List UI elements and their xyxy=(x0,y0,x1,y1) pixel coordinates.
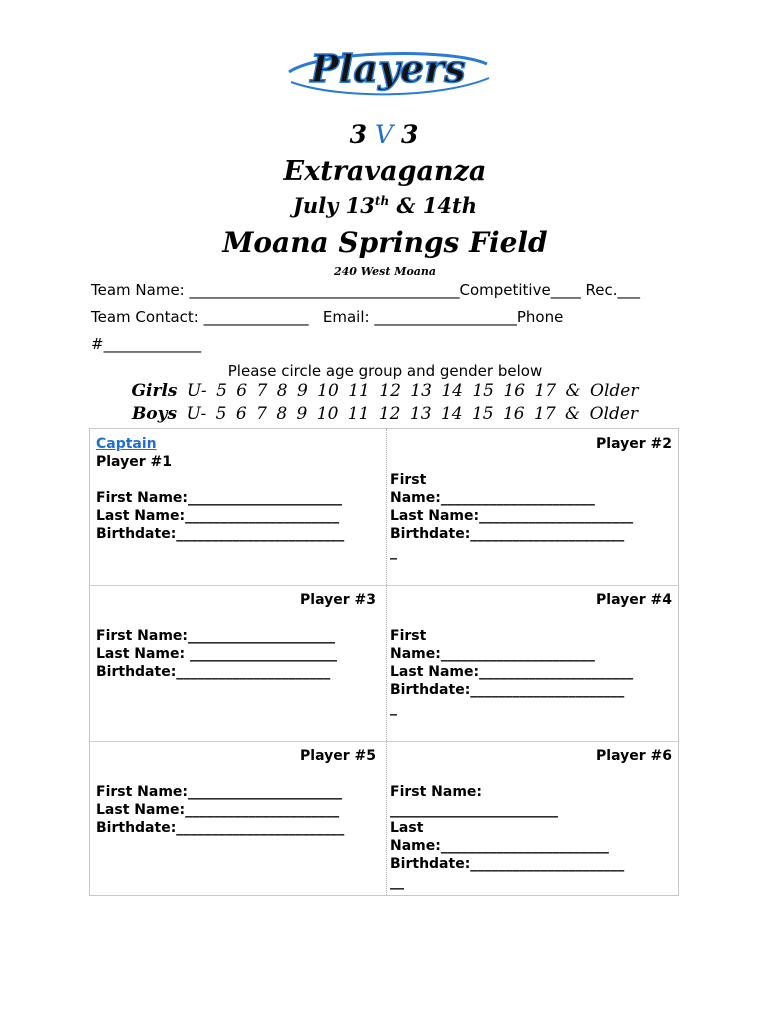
logo-text: Players xyxy=(310,46,466,91)
player-2-title: Player #2 xyxy=(596,436,672,452)
player-6-cell xyxy=(390,747,678,895)
player-2-first-name[interactable]: Name:______________________ xyxy=(390,490,595,506)
event-address: 240 West Moana xyxy=(333,265,437,278)
player-5-title: Player #5 xyxy=(300,748,376,764)
row-divider xyxy=(90,585,678,586)
player-4-first-name[interactable]: Name:______________________ xyxy=(390,646,595,662)
player-5-last-name[interactable]: Last Name:______________________ xyxy=(96,802,340,818)
player-3-first-name[interactable]: First Name:_____________________ xyxy=(96,628,336,644)
player-2-birthdate-overflow: _ xyxy=(390,544,397,560)
column-divider xyxy=(386,429,387,895)
player-5-first-name[interactable]: First Name:______________________ xyxy=(96,784,343,800)
player-6-title: Player #6 xyxy=(596,748,672,764)
player-5-cell xyxy=(96,747,382,895)
player-2-first-label: First xyxy=(390,472,427,488)
boys-age-row[interactable]: Boys U- 5 6 7 8 9 10 11 12 13 14 15 16 17 & Older xyxy=(131,404,639,424)
event-title: Extravaganza xyxy=(283,156,487,187)
player-6-birthdate[interactable]: Birthdate:______________________ xyxy=(390,856,625,872)
player-6-first-label: First Name: xyxy=(390,784,483,800)
player-1-birthdate[interactable]: Birthdate:________________________ xyxy=(96,526,345,542)
player-4-title: Player #4 xyxy=(596,592,672,608)
player-6-birthdate-overflow: __ xyxy=(390,874,404,890)
event-location: Moana Springs Field xyxy=(222,226,548,259)
player-2-cell xyxy=(390,435,678,585)
team-contact-line[interactable]: Team Contact: ______________ Email: ___________________Phone xyxy=(91,308,564,326)
player-3-last-name[interactable]: Last Name: _____________________ xyxy=(96,646,337,662)
player-1-title: Player #1 xyxy=(96,454,172,470)
player-2-birthdate[interactable]: Birthdate:______________________ xyxy=(390,526,625,542)
player-6-last-label: Last xyxy=(390,820,424,836)
player-4-first-label: First xyxy=(390,628,427,644)
player-4-last-name[interactable]: Last Name:______________________ xyxy=(390,664,634,680)
vs-letter: V xyxy=(374,120,396,149)
players-logo xyxy=(281,42,495,104)
event-date: July 13th & 14th xyxy=(293,193,477,218)
player-2-last-name[interactable]: Last Name:______________________ xyxy=(390,508,634,524)
player-3-title: Player #3 xyxy=(300,592,376,608)
age-instructions: Please circle age group and gender below xyxy=(227,362,543,380)
player-3-cell xyxy=(96,591,382,741)
player-1-first-name[interactable]: First Name:______________________ xyxy=(96,490,343,506)
girls-age-row[interactable]: Girls U- 5 6 7 8 9 10 11 12 13 14 15 16 17 & Older xyxy=(131,381,639,401)
player-roster-table xyxy=(89,428,679,896)
team-name-line[interactable]: Team Name: ____________________________________Competitive____ Rec.___ xyxy=(91,281,640,299)
captain-label: Captain xyxy=(96,436,157,452)
vs-heading: 3 V 3 xyxy=(349,120,421,149)
player-4-cell xyxy=(390,591,678,741)
player-6-first-name[interactable]: ________________________ xyxy=(390,802,558,818)
player-5-birthdate[interactable]: Birthdate:________________________ xyxy=(96,820,345,836)
player-1-last-name[interactable]: Last Name:______________________ xyxy=(96,508,340,524)
row-divider xyxy=(90,741,678,742)
phone-number-line[interactable]: #_____________ xyxy=(91,335,202,353)
player-4-birthdate-overflow: _ xyxy=(390,700,397,716)
player-3-birthdate[interactable]: Birthdate:______________________ xyxy=(96,664,331,680)
player-6-last-name[interactable]: Name:________________________ xyxy=(390,838,609,854)
player-4-birthdate[interactable]: Birthdate:______________________ xyxy=(390,682,625,698)
player-1-cell xyxy=(96,435,382,585)
